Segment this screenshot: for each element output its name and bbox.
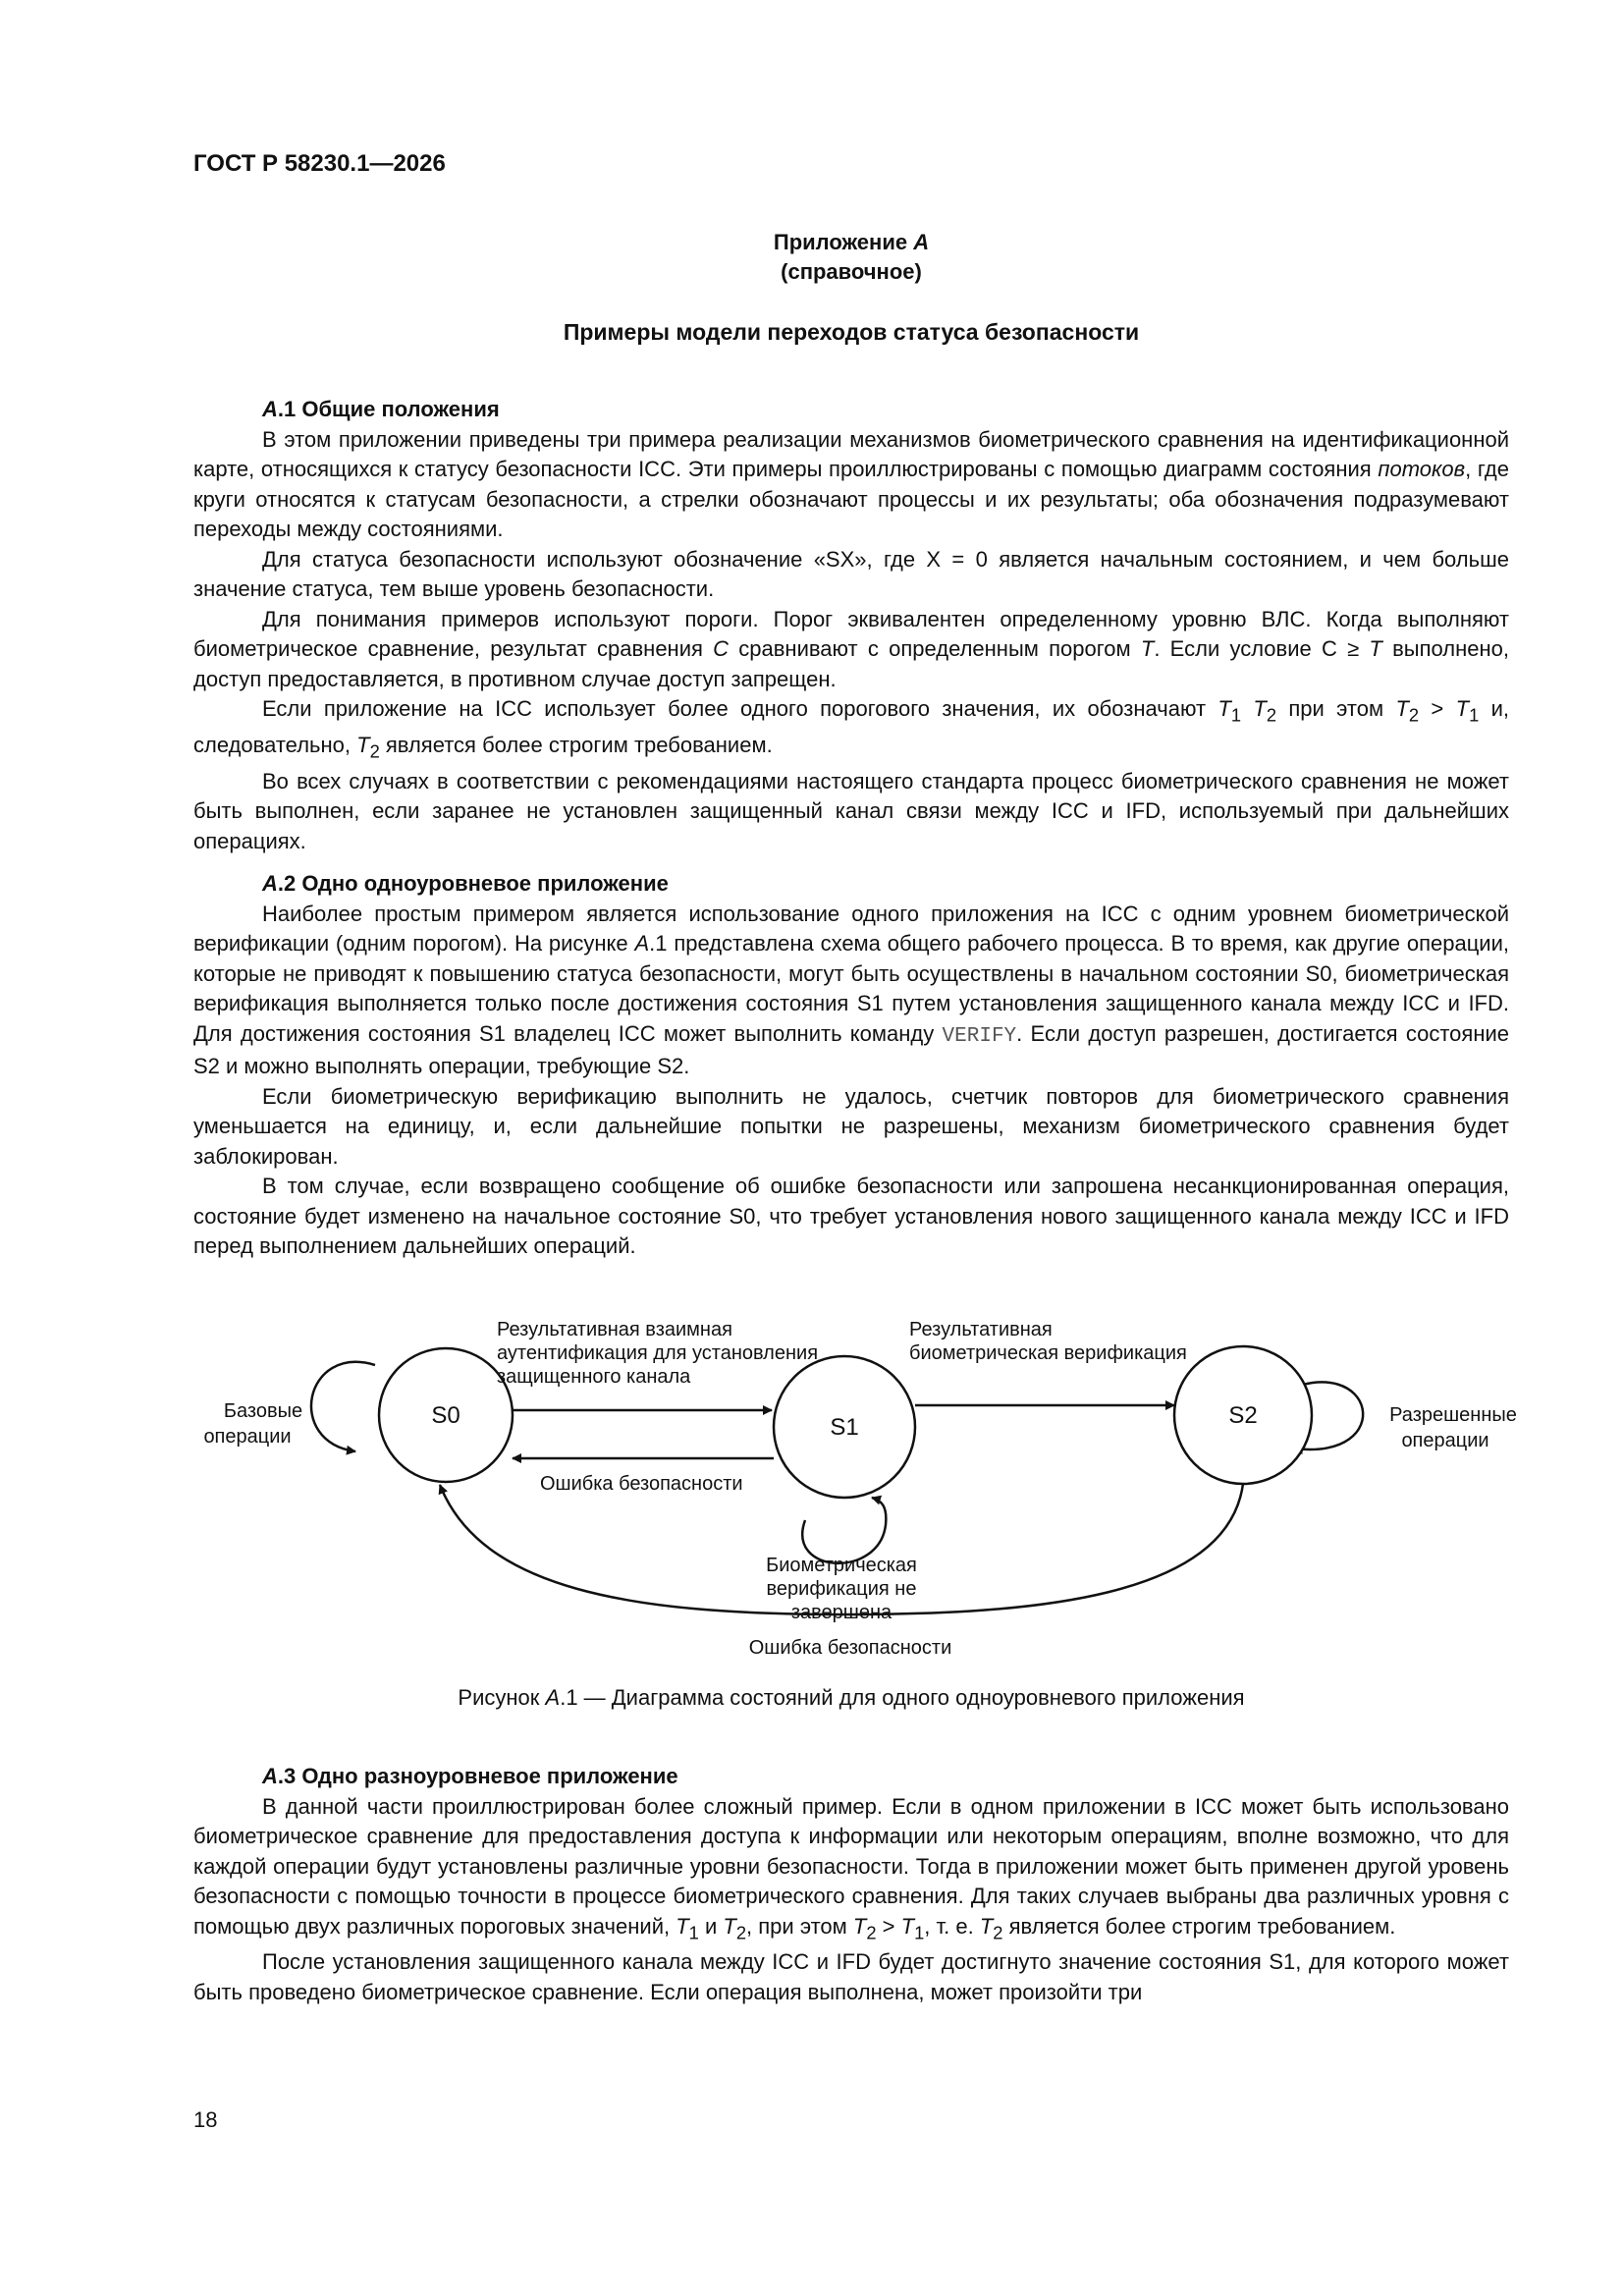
annex-label: Приложение А: [773, 230, 930, 254]
allowed-ops-label: Разрешенные: [1389, 1404, 1517, 1426]
annex-type: (справочное): [781, 259, 922, 284]
bio-ok-label: Результативная: [909, 1319, 1053, 1340]
section-a3-heading: А.3 Одно разноуровневое приложение: [262, 1764, 678, 1788]
bio-fail-label: завершена: [790, 1602, 893, 1623]
paragraph: После установления защищенного канала между ICC и IFD будет достигнуто значение состояния S1, для которого может быть проведено биометрическое сравнение. Если операция выполнена, может произойти три: [193, 1949, 1509, 2004]
state-diagram: [187, 1304, 1522, 1664]
loop-s1-bio-fail: [802, 1498, 886, 1563]
annex-heading: [193, 228, 1509, 287]
section-a2-heading: А.2 Одно одноуровневое приложение: [262, 871, 669, 896]
base-ops-label: Базовые: [223, 1400, 303, 1422]
page-number: 18: [193, 2107, 218, 2132]
section-a3: [193, 1762, 1509, 2007]
allowed-ops-label: операции: [1401, 1430, 1489, 1451]
section-a1: [193, 395, 1509, 856]
section-a2: [193, 869, 1509, 1262]
standard-header: ГОСТ Р 58230.1—2026: [193, 150, 446, 177]
paragraph: Для понимания примеров используют пороги. Порог эквивалентен определенному уровню ВЛС. Когда выполняют биометрическое сравнение, результат сравнения С сравнивают с определенным порогом Т. Если условие С ≥ Т выполнено, доступ предоставляется, в противном случае доступ запрещен.: [193, 606, 1509, 691]
paragraph: Во всех случаях в соответствии с рекомендациями настоящего стандарта процесс биометрического сравнения не может быть выполнен, если заранее не установлен защищенный канал связи между ICC и IFD, используемый при дальнейших операциях.: [193, 768, 1509, 853]
loop-s0-base-ops: [311, 1362, 375, 1451]
annex-title: Примеры модели переходов статуса безопасности: [563, 319, 1140, 345]
figure-caption: Рисунок А.1 — Диаграмма состояний для одного одноуровневого приложения: [458, 1685, 1245, 1710]
paragraph: В том случае, если возвращено сообщение об ошибке безопасности или запрошена несанкционированная операция, состояние будет изменено на начальное состояние S0, что требует установления нового защищенного канала между ICC и IFD перед выполнением дальнейших операций.: [193, 1174, 1509, 1258]
state-s1-label: S1: [830, 1414, 859, 1441]
auth-label: Результативная взаимная: [497, 1319, 732, 1340]
security-error-label: Ошибка безопасности: [540, 1473, 743, 1495]
bio-ok-label: биометрическая верификация: [909, 1342, 1187, 1364]
paragraph: В данной части проиллюстрирован более сложный пример. Если в одном приложении в ICC может быть использовано биометрическое сравнение для предоставления доступа к информации или некоторым операциям, вполне возможно, что для каждой операции будут установлены различные уровни безопасности. Тогда в приложении может быть применен другой уровень безопасности с помощью точности в процессе биометрического сравнения. Для таких случаев выбраны два различных уровня с помощью двух различных пороговых значений, $T_1$ и $T_2$, при этом $T_2 > T_1$, т. е. $T_2$ является более строгим требованием.: [193, 1793, 1509, 1942]
verify-command: VERIFY: [942, 1024, 1017, 1048]
paragraph: Если биометрическую верификацию выполнить не удалось, счетчик повторов для биометрического сравнения уменьшается на единицу, и, если дальнейшие попытки не разрешены, механизм биометрического сравнения будет заблокирован.: [193, 1083, 1509, 1169]
auth-label: аутентификация для установления: [497, 1342, 819, 1364]
base-ops-label: операции: [203, 1426, 292, 1448]
paragraph: Наиболее простым примером является использование одного приложения на ICC с одним уровнем биометрической верификации (одним порогом). На рисунке А.1 представлена схема общего рабочего процесса. В то время, как другие операции, которые не приводят к повышению статуса безопасности, могут быть осуществлены в начальном состоянии S0, биометрическая верификация выполняется только после достижения состояния S1 путем установления защищенного канала между ICC и IFD. Для достижения состояния S1 владелец ICC может выполнить команду VERIFY. Если доступ разрешен, достигается состояние S2 и можно выполнять операции, требующие S2.: [193, 901, 1509, 1078]
paragraph: В этом приложении приведены три примера реализации механизмов биометрического сравнения на идентификационной карте, относящихся к статусу безопасности ICC. Эти примеры проиллюстрированы с помощью диаграмм состояния потоков, где круги относятся к статусам безопасности, а стрелки обозначают процессы и их результаты; оба обозначения подразумевают переходы между состояниями.: [193, 426, 1509, 541]
state-s2-label: S2: [1228, 1402, 1258, 1429]
bio-fail-label: верификация не: [766, 1578, 917, 1600]
section-a1-heading: А.1 Общие положения: [262, 397, 500, 421]
auth-label: защищенного канала: [497, 1366, 691, 1388]
bio-fail-label: Биометрическая: [766, 1555, 917, 1576]
state-s0-label: S0: [431, 1402, 460, 1429]
paragraph: Если приложение на ICC использует более одного порогового значения, их обозначают $T_1$ $T_2$ при этом $T_2 > T_1$ и, следовательно, $T_2$ является более строгим требованием.: [193, 696, 1510, 762]
security-error-label: Ошибка безопасности: [748, 1637, 952, 1659]
paragraph: Для статуса безопасности используют обозначение «SX», где X = 0 является начальным состоянием, и чем больше значение статуса, тем выше уровень безопасности.: [193, 546, 1509, 601]
